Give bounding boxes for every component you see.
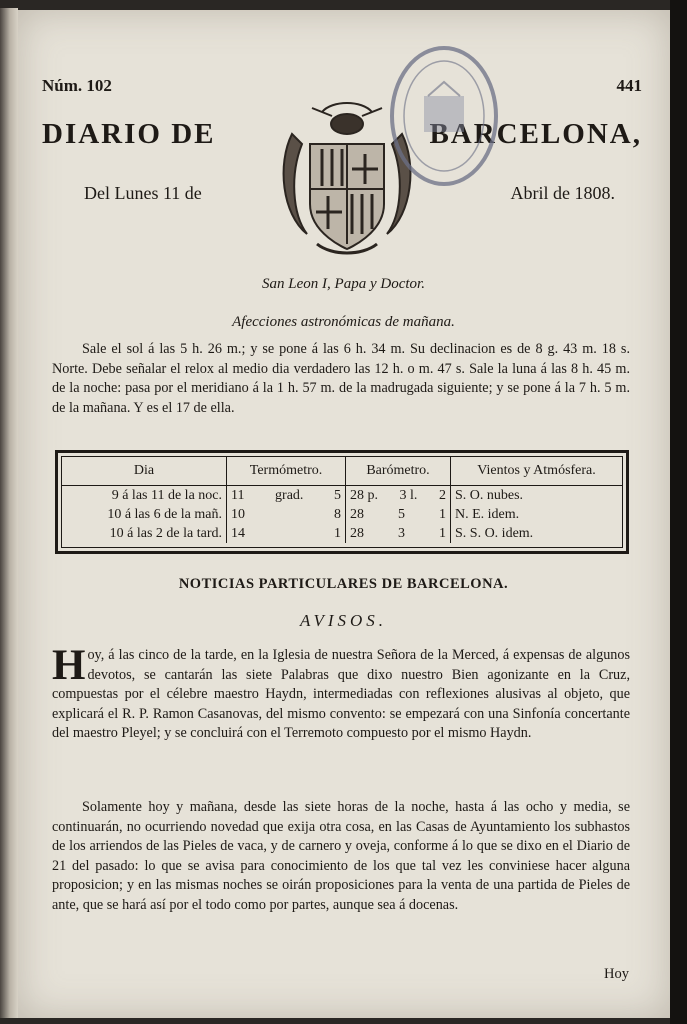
baro-fraction: 1 xyxy=(439,525,446,541)
section-title: NOTICIAS PARTICULARES DE BARCELONA. xyxy=(178,576,509,592)
termo-degrees: 11 xyxy=(231,487,245,503)
weather-barometro xyxy=(346,505,451,524)
book-spine-edge xyxy=(0,8,18,1018)
weather-dia: 10 á las 6 de la mañ. xyxy=(62,505,227,524)
weather-termometro xyxy=(227,505,346,524)
baro-lines: 3 xyxy=(398,525,405,541)
aviso-auction: Solamente hoy y mañana, desde las siete horas de la noche, hasta á las ocho y media, se continuarán, no ocurriendo novedad que exija otra cosa, en las Casas de Ayuntamiento los subhastos de los arriendos de las Pieles de vaca, y de carnero y oveja, conforme á lo que se dixo en el Diario de 21 del pasado: lo que se avisa para conocimiento de los que tal vez les conviniese hacer alguna proposicion; y en las mismas noches se oirán proposiciones para la venta de una partida de Pieles de ante, que se hará así por el todo como por partes, aunque sea á docenas. xyxy=(52,799,630,913)
avisos-title: AVISOS. xyxy=(299,611,388,630)
baro-inches: 28 xyxy=(350,525,364,541)
weather-table-inner xyxy=(61,456,623,548)
library-stamp-icon xyxy=(388,44,500,189)
baro-fraction: 1 xyxy=(439,506,446,522)
weather-table-frame xyxy=(55,450,629,554)
baro-lines: 5 xyxy=(398,506,405,522)
weather-row xyxy=(62,486,622,506)
weather-vientos: S. O. nubes. xyxy=(455,487,524,503)
weather-termometro xyxy=(227,486,346,506)
header-termometro: Termómetro. xyxy=(227,457,346,486)
weather-vientos: N. E. idem. xyxy=(455,506,520,522)
termo-degrees: 10 xyxy=(231,506,245,522)
weather-vientos: S. S. O. idem. xyxy=(455,525,534,541)
termo-fraction: 1 xyxy=(334,525,341,541)
astronomical-title: Afecciones astronómicas de mañana. xyxy=(232,314,455,330)
title-right: BARCELONA, xyxy=(429,118,642,150)
page-number: 441 xyxy=(616,76,642,95)
astronomical-text: Sale el sol á las 5 h. 26 m.; y se pone á las 6 h. 34 m. Su declinacion es de 8 g. 43 m. 18 s. Norte. Debe señalar el relox al medio dia verdadero las 12 h. o m. 47 s. Sale la luna á las 8 h. 45 m. de la noche: pasa por el meridiano á la 1 h. 57 m. de la madrugada siguiente; y se pone á la 7 h. 5 m. de la mañana. Y es el 17 de ella. xyxy=(52,341,630,416)
issue-number: Núm. 102 xyxy=(42,76,112,95)
weather-row xyxy=(62,505,622,524)
baro-inches: 28 p. xyxy=(350,487,378,503)
scan-border xyxy=(670,0,687,1024)
baro-inches: 28 xyxy=(350,506,364,522)
baro-fraction: 2 xyxy=(438,487,446,503)
weather-dia: 10 á las 2 de la tard. xyxy=(62,524,227,543)
saint-of-the-day: San Leon I, Papa y Doctor. xyxy=(262,276,425,292)
drop-cap: H xyxy=(52,642,86,689)
termo-fraction: 5 xyxy=(334,487,341,503)
masthead-top-line xyxy=(42,76,642,96)
date-left: Del Lunes 11 de xyxy=(84,183,202,203)
weather-dia: 9 á las 11 de la noc. xyxy=(62,486,227,506)
baro-lines: 3 l. xyxy=(399,487,418,503)
weather-row xyxy=(62,524,622,543)
header-dia: Dia xyxy=(62,457,227,486)
header-vientos: Vientos y Atmósfera. xyxy=(451,457,623,486)
termo-degrees: 14 xyxy=(231,525,245,541)
aviso-concert xyxy=(52,642,630,744)
weather-barometro xyxy=(346,524,451,543)
weather-barometro xyxy=(346,486,451,506)
aviso-concert-text: oy, á las cinco de la tarde, en la Iglesia de nuestra Señora de la Merced, á expensas de algunos devotos, se cantarán las siete Palabras que dixo nuestro Bien agonizante en la Cruz, compuestas por el célebre maestro Haydn, intermediadas con reflexiones alusivas al objeto, que explicará el R. P. Ramon Casanovas, del mismo convento: se empezará con una Sinfonía concertante del maestro Pleyel; y se concluirá con el Terremoto compuesto por el mismo Haydn. xyxy=(52,647,630,741)
termo-fraction: 8 xyxy=(334,506,341,522)
weather-table xyxy=(62,457,622,543)
weather-termometro xyxy=(227,524,346,543)
termo-unit: grad. xyxy=(275,487,304,503)
date-right: Abril de 1808. xyxy=(510,183,615,203)
title-left: DIARIO DE xyxy=(42,118,216,150)
header-barometro: Barómetro. xyxy=(346,457,451,486)
weather-header-row xyxy=(62,457,622,486)
catchword: Hoy xyxy=(604,966,629,982)
